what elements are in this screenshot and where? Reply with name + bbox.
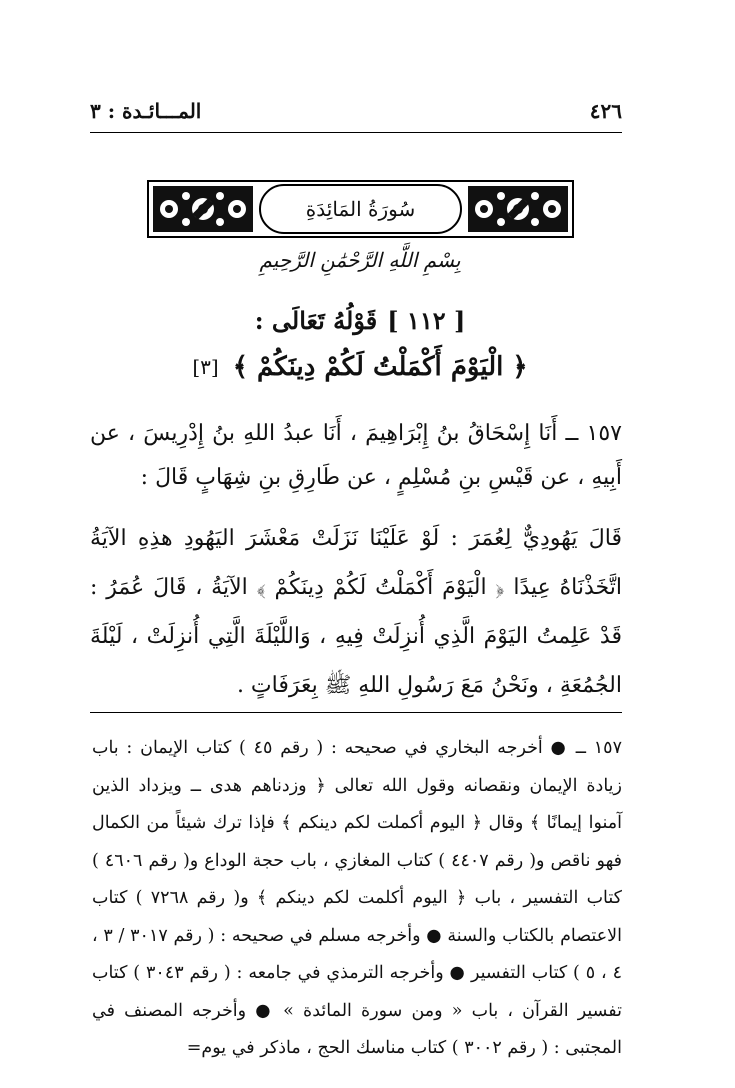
hadith-isnad: ١٥٧ ــ أَنَا إِسْحَاقُ بنُ إِبْرَاهِيمَ ، أَنَا عبدُ اللهِ بنُ إِدْرِيسَ ، عن أَبِيهِ ، عن قَيْسِ بنِ مُسْلِمٍ ، عن طَارِقِ بنِ شِهَابٍ قَالَ : (90, 421, 622, 490)
verse-reference: [٣] (192, 355, 219, 379)
surah-title: سُورَةُ المَائِدَةِ (259, 184, 462, 234)
verse-heading (150, 300, 570, 340)
surah-banner (147, 180, 574, 238)
footnote: ١٥٧ ــ ● أخرجه البخاري في صحيحه : ( رقم ٤٥ ) كتاب الإيمان : باب زيادة الإيمان ونقصانه وقول الله تعالى ﴿ وزدناهم هدى ــ ويزداد الذين آمنوا إيمانًا ﴾ وقال ﴿ اليوم أكملت لكم دينكم ﴾ فإذا ترك شيئاً من الكمال فهو ناقص و( رقم ٤٤٠٧ ) كتاب المغازي ، باب حجة الوداع و( رقم ٤٦٠٦ ) كتاب التفسير ، باب ﴿ اليوم أكلمت لكم دينكم ﴾ و( رقم ٧٢٦٨ ) كتاب الاعتصام بالكتاب والسنة ● وأخرجه مسلم في صحيحه : ( رقم ٣٠١٧ / ٣ ، ٤ ، ٥ ) كتاب التفسير ● وأخرجه الترمذي في جامعه : ( رقم ٣٠٤٣ ) كتاب تفسير القرآن ، باب « ومن سورة المائدة » ● وأخرجه المصنف في المجتبى : ( رقم ٣٠٠٢ ) كتاب مناسك الحج ، ماذكر في يوم= (92, 738, 622, 1058)
header-divider (90, 132, 622, 133)
page-number: ٤٢٦ (589, 99, 622, 123)
quran-quote (120, 346, 600, 388)
hadith-matn: قَالَ يَهُودِيٌّ لِعُمَرَ : لَوْ عَلَيْنَا نَزَلَتْ مَعْشَرَ اليَهُودِ هذِهِ الآيَةُ اتَّخَذْنَاهُ عِيدًا ﴿ الْيَوْمَ أَكْمَلْتُ لَكُمْ دِينَكُمْ ﴾ الآيَةُ ، قَالَ عُمَرُ : قَدْ عَلِمتُ اليَوْمَ الَّذِي أُنزِلَتْ فِيهِ ، وَاللَّيْلَةَ الَّتِي أُنزِلَتْ ، لَيْلَةَ الجُمُعَةِ ، ونَحْنُ مَعَ رَسُولِ اللهِ ﷺ بِعَرَفَاتٍ . (90, 526, 622, 698)
basmala: بِسْمِ اللَّهِ الرَّحْمَٰنِ الرَّحِيمِ (259, 248, 461, 272)
verse-label: قَوْلُهُ تَعَالَى : (254, 305, 378, 335)
verse-number: [ ١١٢ ] (387, 305, 466, 335)
section-title: المـــائـدة : ٣ (90, 99, 202, 123)
ornament-right-icon (468, 186, 568, 232)
footnote-divider (90, 712, 622, 713)
ornament-left-icon (153, 186, 253, 232)
quran-text: ﴿ الْيَوْمَ أَكْمَلْتُ لَكُمْ دِينَكُمْ ﴾ (232, 352, 528, 382)
running-header (90, 96, 622, 126)
